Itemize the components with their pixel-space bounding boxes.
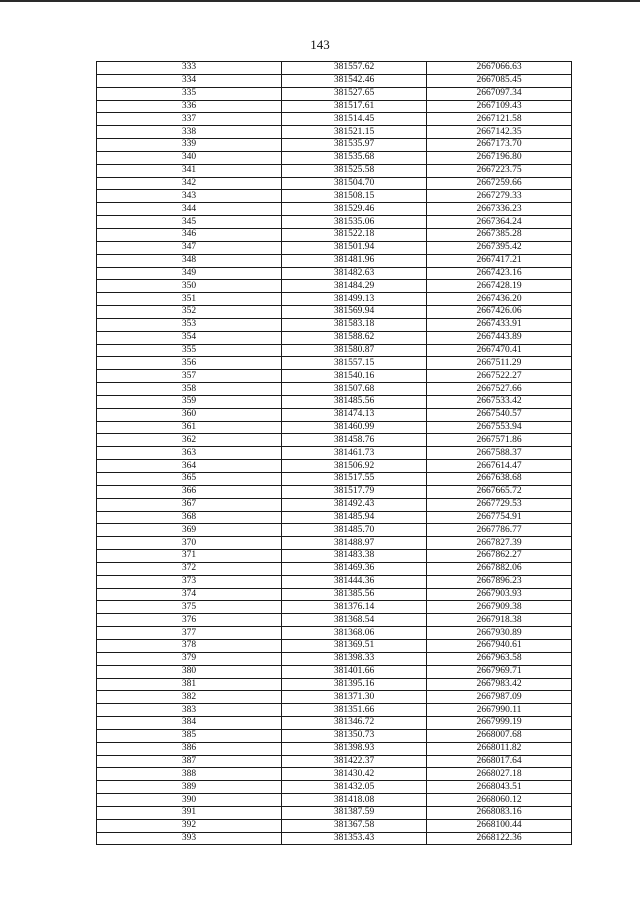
x-coordinate-cell: 381569.94 (282, 306, 427, 319)
point-number-cell: 356 (97, 357, 282, 370)
y-coordinate-cell: 2667882.06 (427, 562, 572, 575)
table-row (97, 434, 572, 447)
x-coordinate-cell: 381557.62 (282, 62, 427, 75)
x-coordinate-cell: 381540.16 (282, 370, 427, 383)
y-coordinate-cell: 2667533.42 (427, 395, 572, 408)
point-number-cell: 347 (97, 241, 282, 254)
point-number-cell: 383 (97, 704, 282, 717)
point-number-cell: 360 (97, 408, 282, 421)
point-number-cell: 366 (97, 485, 282, 498)
y-coordinate-cell: 2667527.66 (427, 383, 572, 396)
y-coordinate-cell: 2667511.29 (427, 357, 572, 370)
table-row (97, 652, 572, 665)
y-coordinate-cell: 2667963.58 (427, 652, 572, 665)
x-coordinate-cell: 381529.46 (282, 203, 427, 216)
table-row (97, 537, 572, 550)
y-coordinate-cell: 2667223.75 (427, 164, 572, 177)
y-coordinate-cell: 2667786.77 (427, 524, 572, 537)
point-number-cell: 346 (97, 228, 282, 241)
x-coordinate-cell: 381353.43 (282, 832, 427, 845)
x-coordinate-cell: 381542.46 (282, 74, 427, 87)
point-number-cell: 349 (97, 267, 282, 280)
point-number-cell: 380 (97, 665, 282, 678)
point-number-cell: 341 (97, 164, 282, 177)
table-row (97, 742, 572, 755)
point-number-cell: 343 (97, 190, 282, 203)
x-coordinate-cell: 381588.62 (282, 331, 427, 344)
table-row (97, 447, 572, 460)
x-coordinate-cell: 381484.29 (282, 280, 427, 293)
x-coordinate-cell: 381504.70 (282, 177, 427, 190)
table-row (97, 267, 572, 280)
table-row (97, 729, 572, 742)
table-row (97, 819, 572, 832)
point-number-cell: 386 (97, 742, 282, 755)
table-row (97, 126, 572, 139)
y-coordinate-cell: 2667428.19 (427, 280, 572, 293)
y-coordinate-cell: 2667436.20 (427, 293, 572, 306)
point-number-cell: 373 (97, 575, 282, 588)
point-number-cell: 344 (97, 203, 282, 216)
coordinates-table (96, 61, 572, 845)
y-coordinate-cell: 2667142.35 (427, 126, 572, 139)
point-number-cell: 391 (97, 806, 282, 819)
y-coordinate-cell: 2667336.23 (427, 203, 572, 216)
y-coordinate-cell: 2667903.93 (427, 588, 572, 601)
y-coordinate-cell: 2667990.11 (427, 704, 572, 717)
x-coordinate-cell: 381376.14 (282, 601, 427, 614)
point-number-cell: 363 (97, 447, 282, 460)
table-row (97, 216, 572, 229)
x-coordinate-cell: 381521.15 (282, 126, 427, 139)
point-number-cell: 335 (97, 87, 282, 100)
table-row (97, 550, 572, 563)
x-coordinate-cell: 381350.73 (282, 729, 427, 742)
y-coordinate-cell: 2667983.42 (427, 678, 572, 691)
point-number-cell: 348 (97, 254, 282, 267)
y-coordinate-cell: 2667443.89 (427, 331, 572, 344)
x-coordinate-cell: 381535.68 (282, 151, 427, 164)
y-coordinate-cell: 2668007.68 (427, 729, 572, 742)
table-row (97, 139, 572, 152)
table-row (97, 203, 572, 216)
coordinates-table-body (97, 62, 572, 845)
table-row (97, 639, 572, 652)
y-coordinate-cell: 2667173.70 (427, 139, 572, 152)
point-number-cell: 389 (97, 781, 282, 794)
y-coordinate-cell: 2667930.89 (427, 627, 572, 640)
y-coordinate-cell: 2668027.18 (427, 768, 572, 781)
table-row (97, 627, 572, 640)
point-number-cell: 388 (97, 768, 282, 781)
table-row (97, 100, 572, 113)
y-coordinate-cell: 2667940.61 (427, 639, 572, 652)
y-coordinate-cell: 2668060.12 (427, 794, 572, 807)
y-coordinate-cell: 2668043.51 (427, 781, 572, 794)
x-coordinate-cell: 381395.16 (282, 678, 427, 691)
point-number-cell: 367 (97, 498, 282, 511)
x-coordinate-cell: 381517.79 (282, 485, 427, 498)
y-coordinate-cell: 2667896.23 (427, 575, 572, 588)
x-coordinate-cell: 381488.97 (282, 537, 427, 550)
x-coordinate-cell: 381469.36 (282, 562, 427, 575)
table-row (97, 177, 572, 190)
x-coordinate-cell: 381432.05 (282, 781, 427, 794)
y-coordinate-cell: 2667571.86 (427, 434, 572, 447)
table-row (97, 87, 572, 100)
table-row (97, 318, 572, 331)
x-coordinate-cell: 381368.54 (282, 614, 427, 627)
x-coordinate-cell: 381557.15 (282, 357, 427, 370)
table-row (97, 241, 572, 254)
y-coordinate-cell: 2667433.91 (427, 318, 572, 331)
y-coordinate-cell: 2667999.19 (427, 717, 572, 730)
table-row (97, 781, 572, 794)
x-coordinate-cell: 381458.76 (282, 434, 427, 447)
y-coordinate-cell: 2667522.27 (427, 370, 572, 383)
y-coordinate-cell: 2667085.45 (427, 74, 572, 87)
y-coordinate-cell: 2667423.16 (427, 267, 572, 280)
x-coordinate-cell: 381369.51 (282, 639, 427, 652)
y-coordinate-cell: 2667426.06 (427, 306, 572, 319)
y-coordinate-cell: 2667259.66 (427, 177, 572, 190)
point-number-cell: 377 (97, 627, 282, 640)
y-coordinate-cell: 2667665.72 (427, 485, 572, 498)
table-row (97, 370, 572, 383)
table-row (97, 151, 572, 164)
x-coordinate-cell: 381430.42 (282, 768, 427, 781)
x-coordinate-cell: 381387.59 (282, 806, 427, 819)
x-coordinate-cell: 381580.87 (282, 344, 427, 357)
x-coordinate-cell: 381508.15 (282, 190, 427, 203)
point-number-cell: 385 (97, 729, 282, 742)
table-row (97, 691, 572, 704)
table-row (97, 575, 572, 588)
y-coordinate-cell: 2667909.38 (427, 601, 572, 614)
point-number-cell: 337 (97, 113, 282, 126)
table-row (97, 293, 572, 306)
y-coordinate-cell: 2668011.82 (427, 742, 572, 755)
point-number-cell: 355 (97, 344, 282, 357)
x-coordinate-cell: 381485.56 (282, 395, 427, 408)
x-coordinate-cell: 381482.63 (282, 267, 427, 280)
x-coordinate-cell: 381398.93 (282, 742, 427, 755)
point-number-cell: 371 (97, 550, 282, 563)
point-number-cell: 370 (97, 537, 282, 550)
point-number-cell: 368 (97, 511, 282, 524)
table-row (97, 421, 572, 434)
x-coordinate-cell: 381346.72 (282, 717, 427, 730)
table-row (97, 601, 572, 614)
y-coordinate-cell: 2667969.71 (427, 665, 572, 678)
table-row (97, 331, 572, 344)
x-coordinate-cell: 381485.70 (282, 524, 427, 537)
table-row (97, 704, 572, 717)
table-row (97, 228, 572, 241)
table-row (97, 473, 572, 486)
table-row (97, 562, 572, 575)
x-coordinate-cell: 381460.99 (282, 421, 427, 434)
table-row (97, 498, 572, 511)
point-number-cell: 387 (97, 755, 282, 768)
x-coordinate-cell: 381535.97 (282, 139, 427, 152)
point-number-cell: 359 (97, 395, 282, 408)
x-coordinate-cell: 381481.96 (282, 254, 427, 267)
x-coordinate-cell: 381506.92 (282, 460, 427, 473)
point-number-cell: 351 (97, 293, 282, 306)
point-number-cell: 379 (97, 652, 282, 665)
point-number-cell: 378 (97, 639, 282, 652)
point-number-cell: 390 (97, 794, 282, 807)
x-coordinate-cell: 381371.30 (282, 691, 427, 704)
x-coordinate-cell: 381367.58 (282, 819, 427, 832)
y-coordinate-cell: 2667862.27 (427, 550, 572, 563)
point-number-cell: 376 (97, 614, 282, 627)
table-row (97, 395, 572, 408)
x-coordinate-cell: 381385.56 (282, 588, 427, 601)
point-number-cell: 340 (97, 151, 282, 164)
page-number: 143 (310, 37, 330, 52)
point-number-cell: 336 (97, 100, 282, 113)
table-row (97, 806, 572, 819)
y-coordinate-cell: 2667385.28 (427, 228, 572, 241)
point-number-cell: 382 (97, 691, 282, 704)
x-coordinate-cell: 381507.68 (282, 383, 427, 396)
y-coordinate-cell: 2667638.68 (427, 473, 572, 486)
y-coordinate-cell: 2667196.80 (427, 151, 572, 164)
table-row (97, 306, 572, 319)
point-number-cell: 350 (97, 280, 282, 293)
x-coordinate-cell: 381522.18 (282, 228, 427, 241)
table-row (97, 357, 572, 370)
y-coordinate-cell: 2667553.94 (427, 421, 572, 434)
y-coordinate-cell: 2667987.09 (427, 691, 572, 704)
x-coordinate-cell: 381501.94 (282, 241, 427, 254)
y-coordinate-cell: 2668122.36 (427, 832, 572, 845)
point-number-cell: 384 (97, 717, 282, 730)
x-coordinate-cell: 381368.06 (282, 627, 427, 640)
y-coordinate-cell: 2667614.47 (427, 460, 572, 473)
x-coordinate-cell: 381422.37 (282, 755, 427, 768)
y-coordinate-cell: 2667588.37 (427, 447, 572, 460)
x-coordinate-cell: 381492.43 (282, 498, 427, 511)
table-row (97, 460, 572, 473)
y-coordinate-cell: 2667279.33 (427, 190, 572, 203)
point-number-cell: 345 (97, 216, 282, 229)
y-coordinate-cell: 2667395.42 (427, 241, 572, 254)
x-coordinate-cell: 381527.65 (282, 87, 427, 100)
table-row (97, 164, 572, 177)
point-number-cell: 372 (97, 562, 282, 575)
table-row (97, 190, 572, 203)
x-coordinate-cell: 381444.36 (282, 575, 427, 588)
x-coordinate-cell: 381535.06 (282, 216, 427, 229)
y-coordinate-cell: 2667470.41 (427, 344, 572, 357)
table-row (97, 408, 572, 421)
table-row (97, 678, 572, 691)
table-row (97, 614, 572, 627)
x-coordinate-cell: 381525.58 (282, 164, 427, 177)
table-row (97, 74, 572, 87)
top-border-rule (0, 0, 640, 2)
y-coordinate-cell: 2667417.21 (427, 254, 572, 267)
point-number-cell: 393 (97, 832, 282, 845)
y-coordinate-cell: 2667918.38 (427, 614, 572, 627)
y-coordinate-cell: 2667754.91 (427, 511, 572, 524)
y-coordinate-cell: 2668100.44 (427, 819, 572, 832)
table-row (97, 588, 572, 601)
point-number-cell: 374 (97, 588, 282, 601)
table-row (97, 832, 572, 845)
y-coordinate-cell: 2667109.43 (427, 100, 572, 113)
point-number-cell: 364 (97, 460, 282, 473)
point-number-cell: 381 (97, 678, 282, 691)
x-coordinate-cell: 381418.08 (282, 794, 427, 807)
y-coordinate-cell: 2667066.63 (427, 62, 572, 75)
point-number-cell: 365 (97, 473, 282, 486)
table-row (97, 344, 572, 357)
point-number-cell: 352 (97, 306, 282, 319)
table-row (97, 383, 572, 396)
table-row (97, 665, 572, 678)
point-number-cell: 361 (97, 421, 282, 434)
x-coordinate-cell: 381517.55 (282, 473, 427, 486)
y-coordinate-cell: 2667097.34 (427, 87, 572, 100)
table-row (97, 794, 572, 807)
x-coordinate-cell: 381398.33 (282, 652, 427, 665)
point-number-cell: 362 (97, 434, 282, 447)
x-coordinate-cell: 381483.38 (282, 550, 427, 563)
table-row (97, 511, 572, 524)
point-number-cell: 334 (97, 74, 282, 87)
table-row (97, 62, 572, 75)
x-coordinate-cell: 381499.13 (282, 293, 427, 306)
point-number-cell: 354 (97, 331, 282, 344)
x-coordinate-cell: 381583.18 (282, 318, 427, 331)
y-coordinate-cell: 2667827.39 (427, 537, 572, 550)
point-number-cell: 338 (97, 126, 282, 139)
point-number-cell: 342 (97, 177, 282, 190)
x-coordinate-cell: 381351.66 (282, 704, 427, 717)
y-coordinate-cell: 2668083.16 (427, 806, 572, 819)
table-row (97, 717, 572, 730)
table-row (97, 768, 572, 781)
table-row (97, 755, 572, 768)
table-row (97, 280, 572, 293)
y-coordinate-cell: 2667540.57 (427, 408, 572, 421)
y-coordinate-cell: 2668017.64 (427, 755, 572, 768)
point-number-cell: 358 (97, 383, 282, 396)
x-coordinate-cell: 381474.13 (282, 408, 427, 421)
point-number-cell: 333 (97, 62, 282, 75)
point-number-cell: 357 (97, 370, 282, 383)
x-coordinate-cell: 381461.73 (282, 447, 427, 460)
point-number-cell: 375 (97, 601, 282, 614)
table-row (97, 485, 572, 498)
y-coordinate-cell: 2667364.24 (427, 216, 572, 229)
y-coordinate-cell: 2667121.58 (427, 113, 572, 126)
table-row (97, 524, 572, 537)
x-coordinate-cell: 381401.66 (282, 665, 427, 678)
table-row (97, 254, 572, 267)
point-number-cell: 369 (97, 524, 282, 537)
point-number-cell: 339 (97, 139, 282, 152)
x-coordinate-cell: 381485.94 (282, 511, 427, 524)
point-number-cell: 392 (97, 819, 282, 832)
table-row (97, 113, 572, 126)
point-number-cell: 353 (97, 318, 282, 331)
x-coordinate-cell: 381514.45 (282, 113, 427, 126)
x-coordinate-cell: 381517.61 (282, 100, 427, 113)
y-coordinate-cell: 2667729.53 (427, 498, 572, 511)
